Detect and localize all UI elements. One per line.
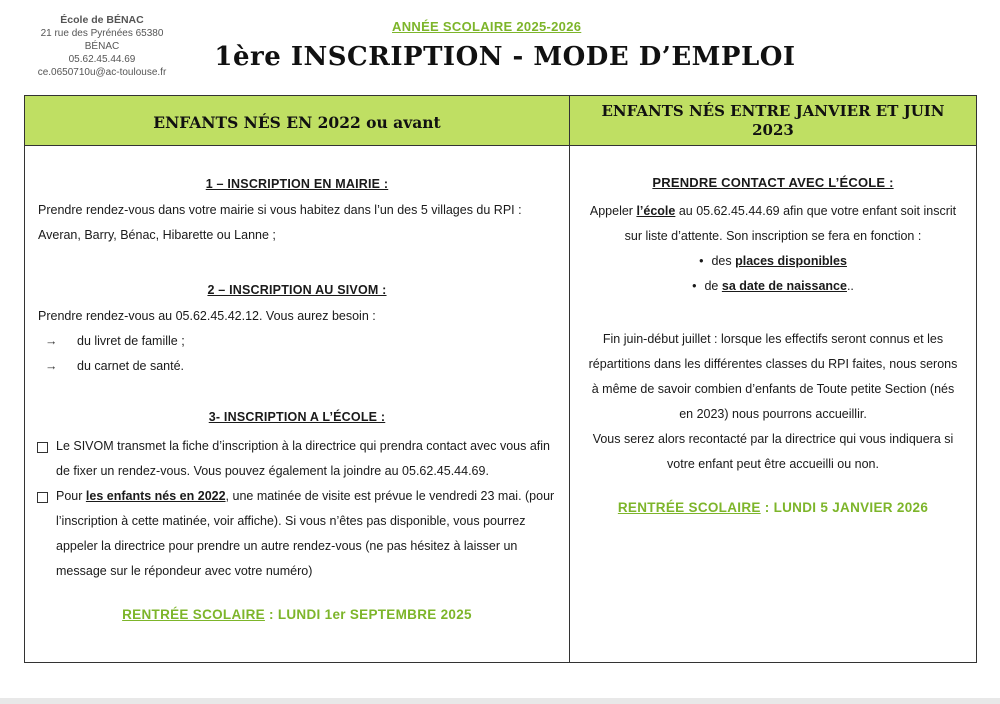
emphasis-text: les enfants nés en 2022 — [85, 489, 226, 503]
sivom-section-title: 2 – INSCRIPTION AU SIVOM : — [207, 283, 387, 297]
checkbox-bullet-icon — [37, 442, 48, 453]
right-column — [570, 96, 976, 662]
list-item — [25, 484, 569, 584]
rentree-date-left: RENTRÉE SCOLAIRE : LUNDI 1er SEPTEMBRE 2025 — [122, 607, 472, 622]
list-item — [25, 434, 569, 484]
arrow-right-icon: → — [45, 359, 58, 373]
page-bottom-bar — [0, 698, 1000, 704]
list-item-text: du carnet de santé. — [77, 359, 185, 373]
recontact-text: Vous serez alors recontacté par la directrice qui vous indiquera si votre enfant peut être accueilli ou non. — [592, 432, 954, 471]
list-item — [25, 354, 569, 379]
school-phone: 05.62.45.44.69 — [68, 54, 136, 65]
list-item-text: des places disponibles — [711, 254, 847, 268]
right-body — [570, 146, 976, 520]
list-item-text: du livret de famille ; — [77, 334, 185, 348]
left-body — [25, 146, 569, 627]
school-year-label: ANNÉE SCOLAIRE 2025-2026 — [392, 19, 582, 34]
list-item — [570, 249, 976, 274]
emphasis-text: l’école — [636, 204, 676, 218]
bullet-icon: • — [692, 279, 697, 293]
right-heading: ENFANTS NÉS ENTRE JANVIER ET JUIN 2023 — [570, 96, 976, 146]
left-column — [25, 96, 570, 662]
school-address: 21 rue des Pyrénées 65380 BÉNAC — [40, 28, 164, 52]
juillet-text: Fin juin-début juillet : lorsque les effectifs seront connus et les répartitions dans les différentes classes du RPI faites, nous serons à même de savoir combien d’enfants de Toute petite Section (nés en 2023) nous pourrons accueillir. — [588, 332, 958, 421]
school-email: ce.0650710u@ac-toulouse.fr — [37, 67, 167, 78]
mairie-section-title: 1 – INSCRIPTION EN MAIRIE : — [205, 177, 389, 191]
arrow-right-icon: → — [45, 334, 58, 348]
list-item — [570, 274, 976, 299]
school-name: École de BÉNAC — [60, 14, 144, 26]
sivom-text: Prendre rendez-vous au 05.62.45.42.12. Vous aurez besoin : — [38, 309, 376, 323]
contact-section-title: PRENDRE CONTACT AVEC L’ÉCOLE : — [652, 175, 894, 190]
page-title: 1ère INSCRIPTION - MODE D’EMPLOI — [214, 42, 796, 72]
checkbox-bullet-icon — [37, 492, 48, 503]
ecole-section-title: 3- INSCRIPTION A L’ÉCOLE : — [208, 410, 386, 424]
school-info — [22, 14, 182, 79]
bullet-icon: • — [699, 254, 704, 268]
rentree-date-right: RENTRÉE SCOLAIRE : LUNDI 5 JANVIER 2026 — [617, 500, 929, 515]
list-item-text: de sa date de naissance.. — [704, 279, 854, 293]
list-item-text: Pour les enfants nés en 2022, une matinée de visite est prévue le vendredi 23 mai. (pour l’inscription à cette matinée, voir affiche). Si vous n’êtes pas disponible, vous pourrez appeler la directrice pour prendre un autre rendez-vous (ne pas hésitez à laisser un message sur le répondeur avec votre numéro) — [56, 489, 555, 578]
list-item-text: Le SIVOM transmet la fiche d’inscription à la directrice qui prendra contact avec vous afin de fixer un rendez-vous. Vous pouvez également la joindre au 05.62.45.44.69. — [56, 439, 550, 478]
mairie-text: Prendre rendez-vous dans votre mairie si vous habitez dans l’un des 5 villages du RPI : Averan, Barry, Bénac, Hibarette ou Lanne ; — [38, 203, 522, 242]
left-heading: ENFANTS NÉS EN 2022 ou avant — [25, 96, 569, 146]
contact-text: Appeler l’école au 05.62.45.44.69 afin que votre enfant soit inscrit sur liste d’attente. Son inscription se fera en fonction : — [589, 204, 957, 243]
info-table — [24, 95, 977, 663]
list-item — [25, 329, 569, 354]
